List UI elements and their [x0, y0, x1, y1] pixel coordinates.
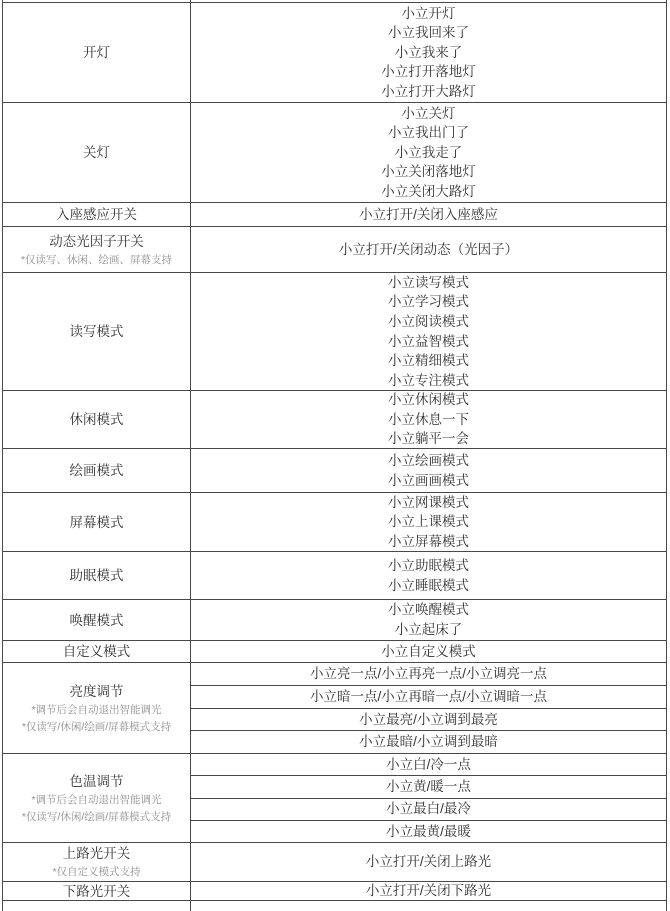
command-text: 小立打开/关闭上路光: [365, 854, 492, 870]
command-text: 小立绘画模式: [388, 452, 469, 468]
row-label-cell: [3, 103, 191, 202]
command-subrow: [191, 821, 666, 842]
row-commands-cell: [191, 0, 666, 2]
row-commands-cell: [191, 449, 666, 492]
row-commands-cell: [191, 103, 666, 202]
row-label: 关灯: [83, 145, 110, 160]
command-text: 小立白/冷一点: [386, 756, 471, 772]
row-label: 助眠模式: [69, 568, 124, 583]
command-text: 小立打开大路灯: [381, 83, 476, 99]
command-text: 小立关闭落地灯: [381, 164, 476, 180]
table-row-lower-light-switch: [3, 882, 666, 901]
row-commands-cell: [191, 754, 666, 842]
row-note: *调节后会自动退出智能调光: [31, 703, 162, 716]
row-label: 读写模式: [69, 324, 124, 339]
row-commands-cell: [191, 3, 666, 102]
row-note: *仅读写、休闲、绘画、屏幕支持: [20, 253, 173, 266]
command-text: 小立黄/暖一点: [386, 779, 471, 795]
command-text: 小立休闲模式: [388, 392, 469, 408]
command-subrow: [191, 799, 666, 821]
row-label: 上路光开关: [62, 846, 131, 861]
row-note: *仅读写/休闲/绘画/屏幕模式支持: [21, 810, 172, 823]
command-text: 小立自定义模式: [381, 643, 476, 659]
row-commands-cell: [191, 273, 666, 390]
table-row-reading-mode: [3, 273, 666, 391]
command-text: 小立助眠模式: [388, 557, 469, 573]
command-text: 小立网课模式: [388, 494, 469, 510]
table-row-wake-mode: [3, 600, 666, 641]
command-subrow: [191, 663, 666, 686]
table-row-upper-light-switch: [3, 843, 666, 882]
table-row-light-off: [3, 103, 666, 203]
command-text: 小立唤醒模式: [388, 602, 469, 618]
row-label: 入座感应开关: [56, 207, 137, 222]
row-label-cell: [3, 901, 191, 911]
row-commands-cell: [191, 493, 666, 551]
command-text: 小立起床了: [394, 622, 463, 637]
table-row-sleep-aid-mode: [3, 552, 666, 600]
command-subrow: [191, 776, 666, 798]
command-text: 小立打开/关闭入座感应: [359, 206, 498, 222]
command-text: 小立关闭大路灯: [381, 183, 476, 199]
row-label: 动态光因子开关: [49, 233, 144, 249]
row-commands-cell: [191, 391, 666, 448]
command-text: 小立躺平一会: [388, 431, 469, 447]
command-subrow: [191, 686, 666, 709]
table-row-leisure-mode: [3, 391, 666, 449]
command-text: 小立打开/关闭下路光: [365, 883, 492, 899]
command-text: 小立睡眠模式: [388, 577, 469, 593]
table-row-color-temp-adjust: [3, 754, 666, 843]
row-commands-cell: [191, 663, 666, 753]
command-text: 小立关灯: [401, 105, 456, 121]
row-label: 唤醒模式: [69, 612, 124, 628]
command-text: 小立益智模式: [388, 333, 469, 349]
command-text: 小立屏幕模式: [388, 533, 469, 549]
row-label-cell: [3, 227, 191, 272]
command-text: 小立最黄/最暖: [386, 823, 471, 839]
table-row-brightness-adjust: [3, 663, 666, 754]
table-row-seat-sensor-switch: [3, 203, 666, 227]
row-label-cell: [3, 641, 191, 662]
command-text: 小立上课模式: [388, 514, 469, 530]
row-label: 屏幕模式: [69, 514, 124, 530]
table-row-cutoff-bottom: [3, 901, 666, 911]
row-note: *仅读写/休闲/绘画/屏幕模式支持: [21, 720, 172, 733]
row-commands-cell: [191, 882, 666, 900]
command-text: 小立打开/关闭动态（光因子）: [338, 241, 519, 257]
table-row-painting-mode: [3, 449, 666, 493]
command-text: 小立专注模式: [388, 372, 469, 388]
voice-command-table: [2, 0, 667, 911]
command-text: 小立我来了: [394, 44, 463, 60]
row-commands-cell: [191, 843, 666, 881]
command-text: 小立休息一下: [388, 411, 469, 427]
row-commands-cell: [191, 600, 666, 640]
command-text: 小立阅读模式: [388, 313, 469, 329]
row-note: *仅自定义模式支持: [52, 866, 141, 878]
command-text: 小立学习模式: [388, 294, 469, 310]
row-commands-cell: [191, 552, 666, 599]
row-label-cell: [3, 493, 191, 551]
row-label: 绘画模式: [69, 463, 124, 478]
command-text: 小立画画模式: [388, 472, 469, 488]
command-text: 小立打开落地灯: [381, 64, 476, 80]
row-label-cell: [3, 449, 191, 492]
row-label: 亮度调节: [69, 683, 124, 699]
row-commands-cell: [191, 901, 666, 911]
row-label: 休闲模式: [69, 412, 124, 427]
command-subrow: [191, 754, 666, 776]
command-text: 小立最亮/小立调到最亮: [359, 711, 498, 727]
command-text: 小立亮一点/小立再亮一点/小立调亮一点: [309, 666, 547, 682]
command-text: 小立我走了: [394, 144, 463, 160]
row-label-cell: [3, 843, 191, 881]
command-text: 小立暗一点/小立再暗一点/小立调暗一点: [309, 688, 547, 704]
row-commands-cell: [191, 203, 666, 226]
table-row-custom-mode: [3, 641, 666, 663]
row-commands-cell: [191, 641, 666, 662]
row-label: 开灯: [83, 45, 110, 60]
row-label-cell: [3, 273, 191, 390]
row-label: 下路光开关: [62, 883, 131, 899]
command-text: 小立我出门了: [388, 125, 469, 141]
row-label-cell: [3, 203, 191, 226]
command-text: 小立精细模式: [388, 353, 469, 369]
row-label-cell: [3, 600, 191, 640]
row-label-cell: [3, 663, 191, 753]
row-label: 色温调节: [69, 773, 124, 789]
command-subrow: [191, 731, 666, 753]
row-label-cell: [3, 3, 191, 102]
table-row-screen-mode: [3, 493, 666, 552]
row-label: 自定义模式: [62, 644, 131, 659]
row-note: *调节后会自动退出智能调光: [31, 793, 162, 806]
row-label-cell: [3, 754, 191, 842]
command-text: 小立开灯: [401, 5, 456, 21]
row-label-cell: [3, 0, 191, 2]
row-label-cell: [3, 552, 191, 599]
row-commands-cell: [191, 227, 666, 272]
command-text: 小立读写模式: [388, 274, 469, 290]
command-text: 小立最暗/小立调到最暗: [359, 734, 498, 750]
row-label-cell: [3, 882, 191, 900]
table-row-dynamic-light-factor-switch: [3, 227, 666, 273]
command-subrow: [191, 709, 666, 732]
row-label-cell: [3, 391, 191, 448]
table-row-light-on: [3, 3, 666, 103]
command-text: 小立最白/最冷: [386, 801, 471, 817]
command-text: 小立我回来了: [388, 25, 469, 41]
